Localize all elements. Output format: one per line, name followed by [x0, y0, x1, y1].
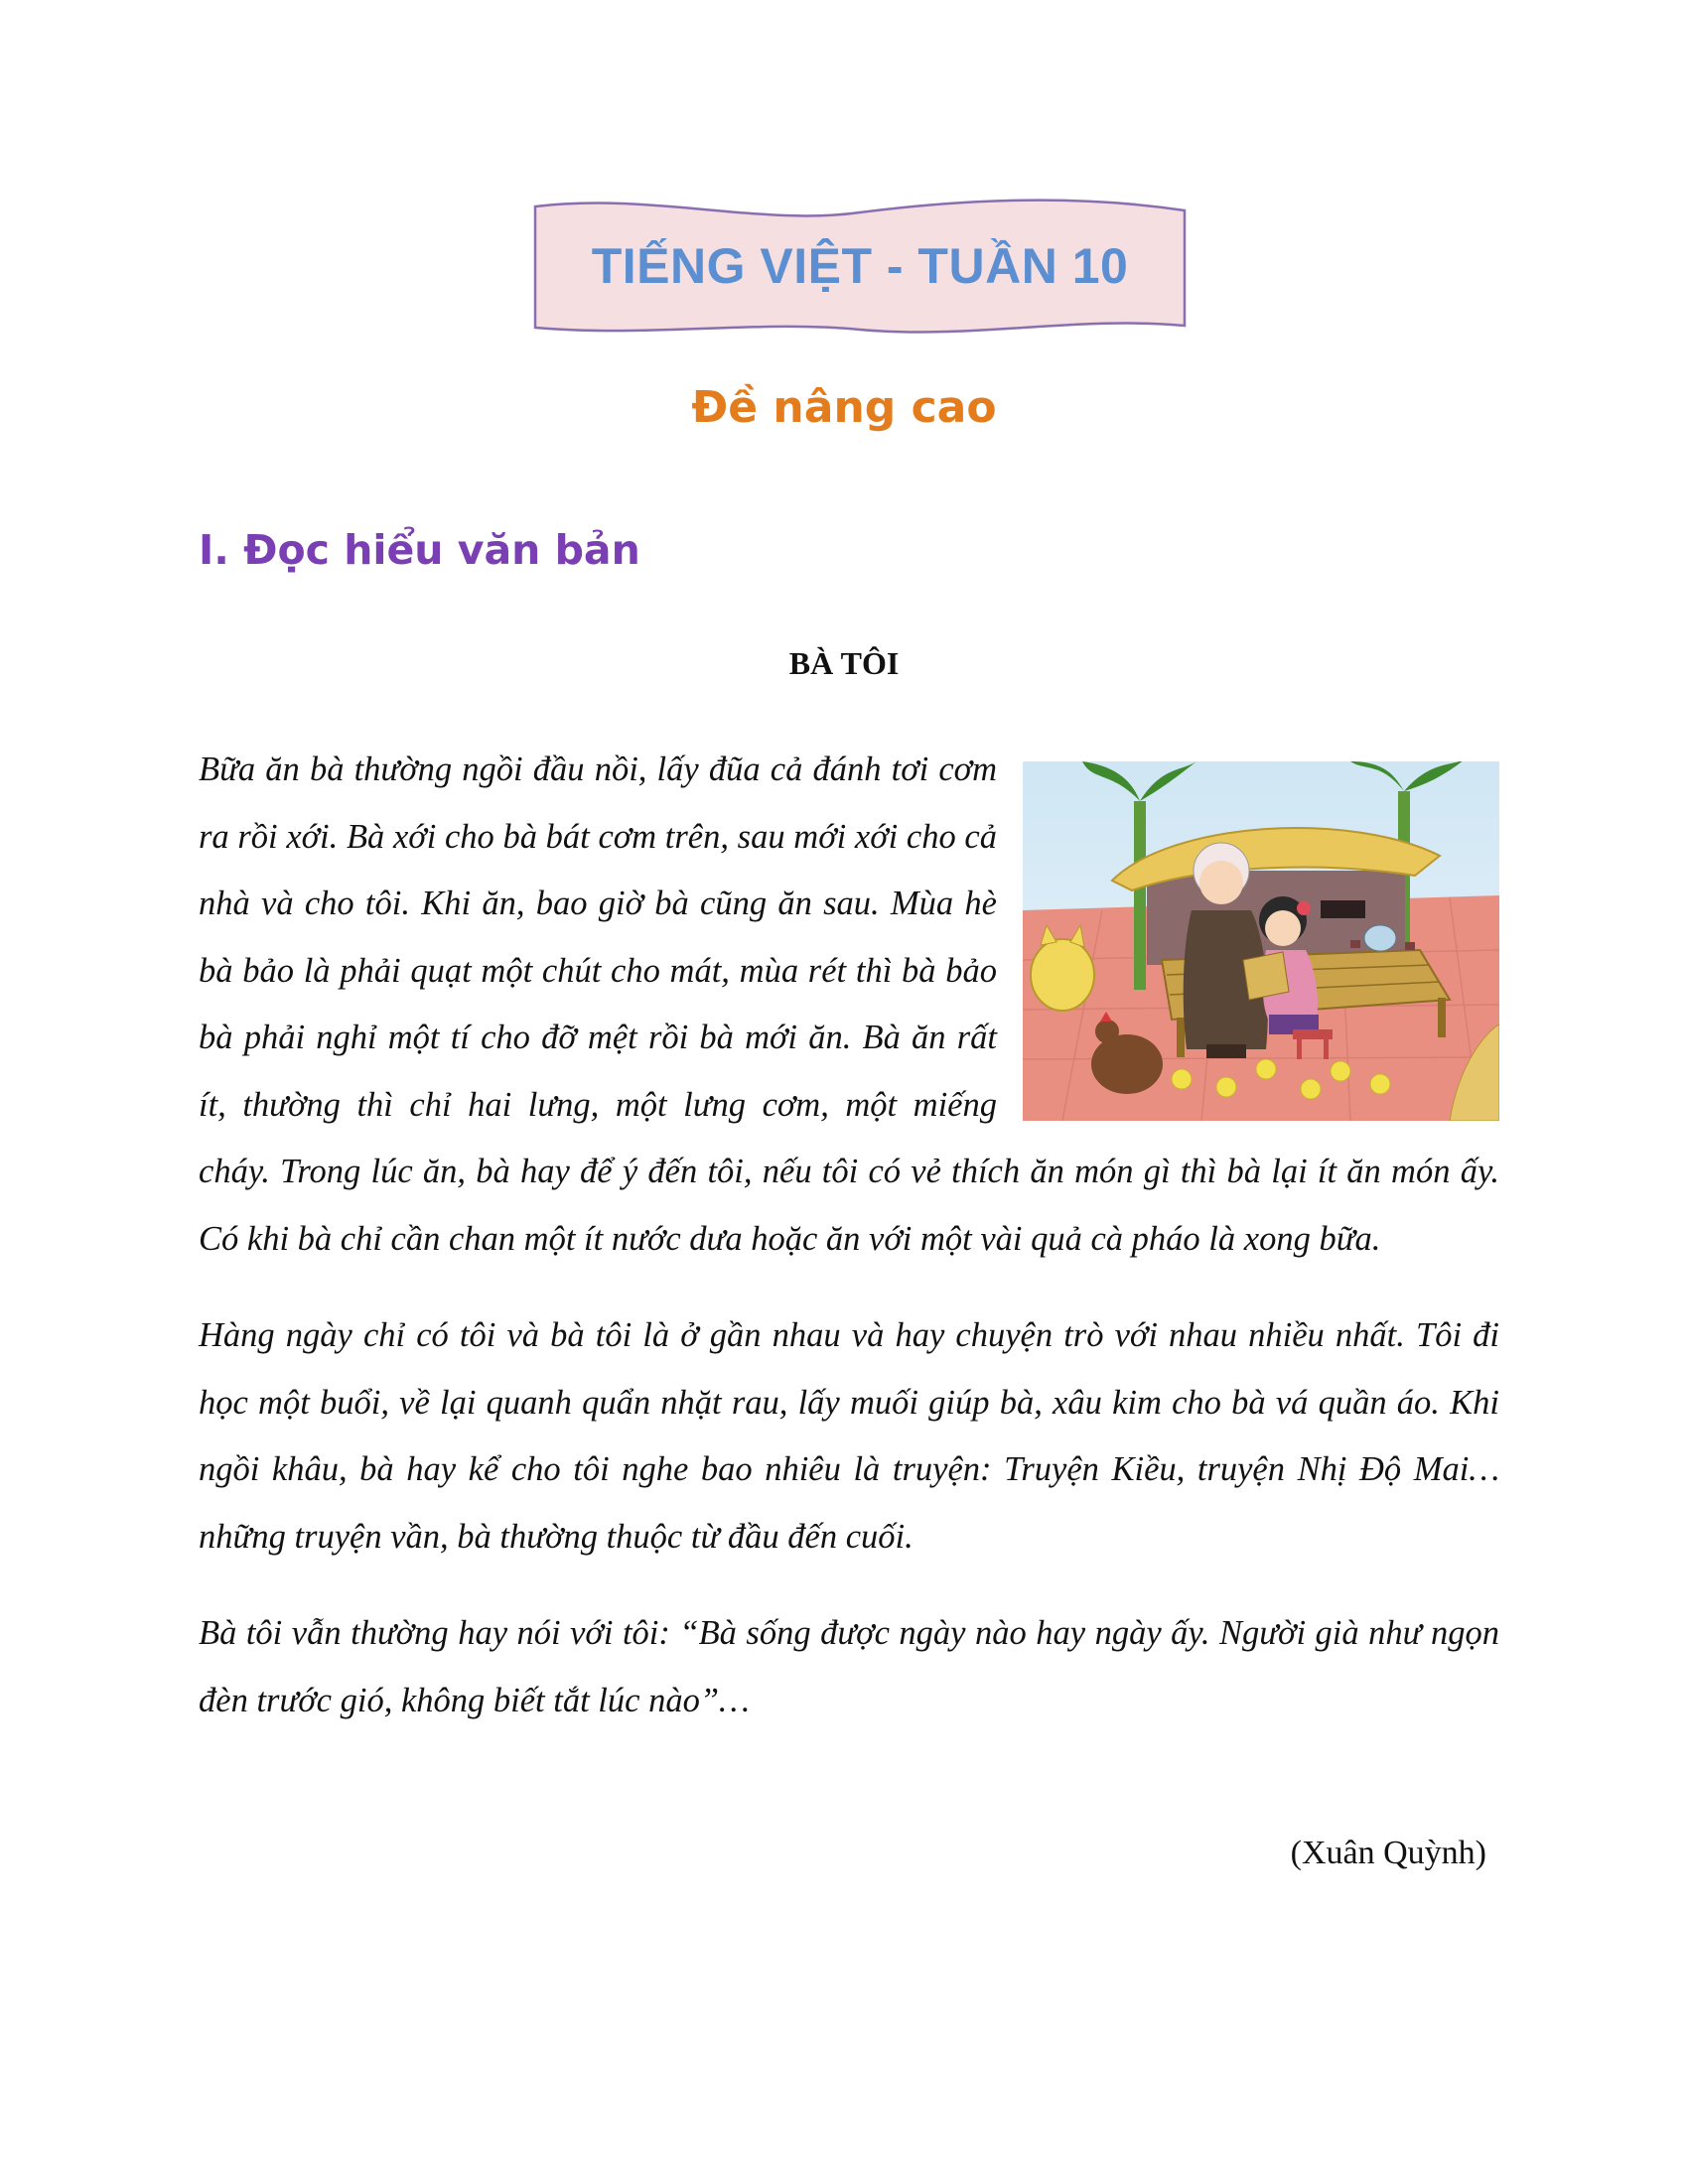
page-subtitle: Đề nâng cao [691, 382, 997, 433]
banner-title: TIẾNG VIỆT - TUẦN 10 [591, 237, 1129, 294]
section-heading: I. Đọc hiểu văn bản [199, 526, 640, 574]
story-paragraph: Hàng ngày chỉ có tôi và bà tôi là ở gần nhau và hay chuyện trò với nhau nhiều nhất. Tôi đi học một buổi, về lại quanh quẩn nhặt rau, lấy muối giúp bà, xâu kim cho bà vá quần áo. Khi ngồi khâu, bà hay kể cho tôi nghe bao nhiêu là truyện: Truyện Kiều, truyện Nhị Độ Mai… những truyện vần, bà thường thuộc từ đầu đến cuối. [199, 1316, 1499, 1556]
story-author: (Xuân Quỳnh) [1290, 1835, 1486, 1871]
story-body [199, 737, 1499, 1764]
grandmother-and-child-image [1023, 761, 1499, 1121]
story-paragraph: Bữa ăn bà thường ngồi đầu nồi, lấy đũa cả đánh tơi cơm ra rồi xới. Bà xới cho bà bát cơm trên, sau mới xới cho cả nhà và cho tôi. Khi ăn, bao giờ bà cũng ăn sau. Mùa hè bà bảo là phải quạt một chút cho mát, mùa rét thì bà bảo bà phải nghỉ một tí cho đỡ mệt rồi bà mới ăn. Bà ăn rất ít, thường thì chỉ hai lưng, một lưng cơm, một miếng cháy. Trong lúc ăn, bà hay để ý đến tôi, nếu tôi có vẻ thích ăn món gì thì bà lại ít ăn món ấy. Có khi bà chỉ cần chan một ít nước dưa hoặc ăn với một vài quả cà pháo là xong bữa. [199, 751, 1499, 1258]
grandmother-illustration [1023, 761, 1499, 1121]
title-banner [532, 199, 1188, 342]
story-paragraph: Bà tôi vẫn thường hay nói với tôi: “Bà sống được ngày nào hay ngày ấy. Người già như ngọn đèn trước gió, không biết tắt lúc nào”… [199, 1614, 1499, 1719]
story-title: BÀ TÔI [788, 645, 900, 681]
